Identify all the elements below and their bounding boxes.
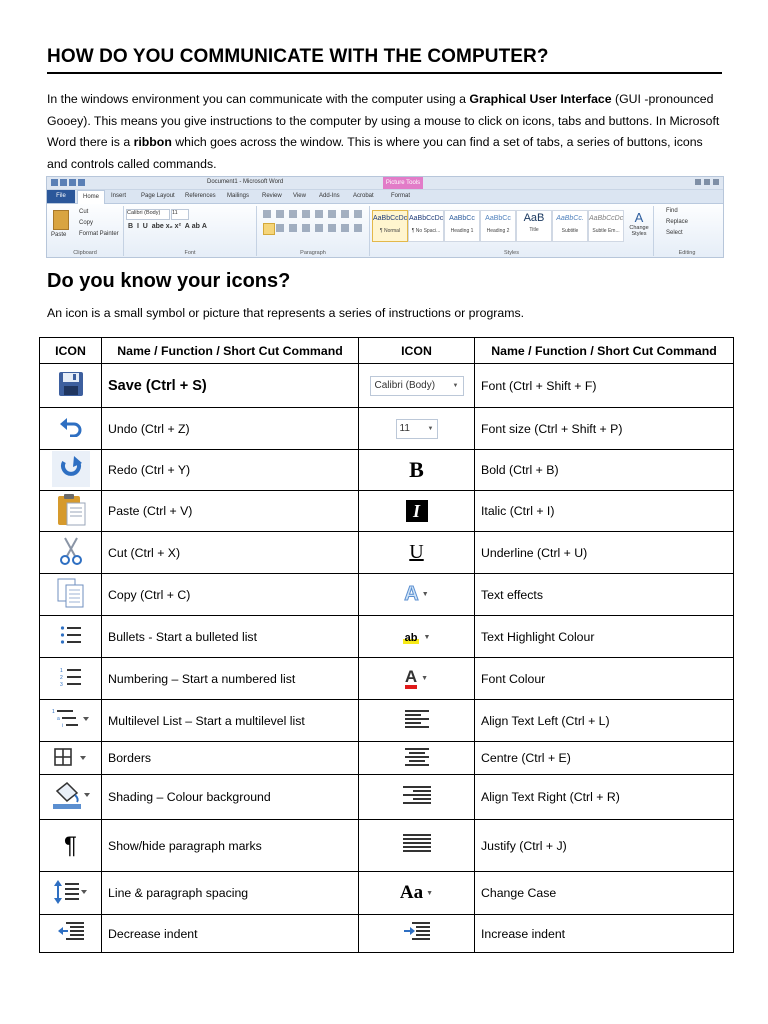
tab-add-ins: Add-Ins — [319, 193, 340, 199]
table-cell: Save (Ctrl + S) — [102, 364, 359, 408]
paste-icon — [55, 493, 87, 527]
header-icon-2: ICON — [359, 338, 475, 364]
svg-text:1: 1 — [59, 668, 63, 674]
italic-icon: I — [406, 500, 428, 522]
tab-format: Format — [391, 193, 411, 199]
table-row — [40, 742, 734, 775]
ribbon-group-editing: Find Replace Select Editing — [666, 208, 696, 256]
table-row — [40, 364, 734, 408]
document-title: Document1 - Microsoft Word — [207, 179, 284, 185]
pilcrow-icon: ¶ — [64, 831, 77, 859]
table-row — [40, 915, 734, 953]
ribbon-tabs — [47, 190, 723, 204]
shading-icon — [51, 781, 91, 811]
table-cell: Show/hide paragraph marks — [102, 820, 359, 872]
font-box-icon: Calibri (Body) ▼ — [370, 376, 464, 396]
table-cell: Redo (Ctrl + Y) — [102, 450, 359, 491]
table-cell: Align Text Right (Ctrl + R) — [475, 775, 734, 820]
word-ribbon-image — [46, 176, 724, 258]
align-right-icon — [403, 785, 431, 807]
table-cell: Line & paragraph spacing — [102, 872, 359, 915]
table-cell: Centre (Ctrl + E) — [475, 742, 734, 775]
window-controls — [692, 179, 719, 187]
underline-icon: U — [409, 541, 424, 563]
tab-page-layout: Page Layout — [141, 193, 175, 199]
tab-references: References — [185, 193, 216, 199]
table-cell: Text effects — [475, 574, 734, 616]
table-cell: Cut (Ctrl + X) — [102, 532, 359, 574]
table-row — [40, 775, 734, 820]
numbering-icon — [60, 667, 82, 687]
table-row — [40, 450, 734, 491]
picture-tools-label: Picture Tools — [383, 177, 423, 189]
borders-icon — [54, 748, 88, 766]
table-cell: Font (Ctrl + Shift + F) — [475, 364, 734, 408]
svg-text:i: i — [61, 723, 63, 729]
bold-icon: B — [409, 457, 424, 482]
bullets-icon — [60, 626, 82, 644]
table-cell: Italic (Ctrl + I) — [475, 491, 734, 532]
ribbon-body — [47, 204, 723, 258]
table-row — [40, 872, 734, 915]
table-cell: Font size (Ctrl + Shift + P) — [475, 408, 734, 450]
increase-indent-icon — [404, 921, 430, 943]
table-cell: Borders — [102, 742, 359, 775]
justify-icon — [403, 833, 431, 855]
tab-review: Review — [262, 193, 282, 199]
header-name-2: Name / Function / Short Cut Command — [475, 338, 734, 364]
table-cell: Increase indent — [475, 915, 734, 953]
table-row — [40, 700, 734, 742]
redo-icon — [52, 451, 90, 487]
table-cell: Text Highlight Colour — [475, 616, 734, 658]
tab-home: Home — [77, 190, 105, 204]
table-header-row — [40, 338, 734, 364]
multilevel-list-icon — [52, 708, 90, 730]
section-heading: Do you know your icons? — [47, 270, 291, 292]
table-row — [40, 491, 734, 532]
line-spacing-icon — [54, 880, 88, 904]
table-cell: Align Text Left (Ctrl + L) — [475, 700, 734, 742]
table-cell: Numbering – Start a numbered list — [102, 658, 359, 700]
table-cell: Multilevel List – Start a multilevel list — [102, 700, 359, 742]
svg-text:2: 2 — [59, 675, 63, 681]
table-row — [40, 574, 734, 616]
change-case-icon: Aa ▼ — [399, 882, 434, 903]
ribbon-titlebar — [47, 177, 723, 190]
table-cell: Underline (Ctrl + U) — [475, 532, 734, 574]
table-row — [40, 408, 734, 450]
header-icon: ICON — [40, 338, 102, 364]
quick-access-icons — [51, 179, 91, 187]
paste-icon — [53, 210, 69, 230]
icon-definition: An icon is a small symbol or picture that represents a series of instructions or programs. — [47, 306, 525, 320]
tab-view: View — [293, 193, 306, 199]
font-colour-icon: A ▼ — [405, 669, 428, 689]
table-row — [40, 532, 734, 574]
ribbon-group-font: Calibri (Body) 11 B I U abe x₂ x² A ab A Font — [124, 206, 257, 256]
table-cell: Shading – Colour background — [102, 775, 359, 820]
svg-text:1: 1 — [51, 709, 55, 715]
font-size-box-icon: 11 ▼ — [396, 419, 438, 439]
table-row — [40, 820, 734, 872]
table-cell: Justify (Ctrl + J) — [475, 820, 734, 872]
ribbon-group-paragraph: Paragraph — [257, 206, 370, 256]
table-cell: Bold (Ctrl + B) — [475, 450, 734, 491]
ribbon-group-clipboard: Paste Cut Copy Format Painter Clipboard — [47, 206, 124, 256]
tab-file: File — [47, 190, 75, 203]
tab-mailings: Mailings — [227, 193, 250, 199]
table-row — [40, 658, 734, 700]
table-cell: Copy (Ctrl + C) — [102, 574, 359, 616]
icons-table — [39, 337, 734, 953]
align-left-icon — [405, 709, 429, 729]
table-cell: Font Colour — [475, 658, 734, 700]
highlight-icon: ab ▼ — [404, 631, 431, 644]
tab-insert: Insert — [111, 193, 127, 199]
save-icon — [58, 371, 84, 397]
cut-icon — [58, 536, 84, 566]
change-styles-button: A Change Styles — [629, 210, 649, 237]
copy-icon — [56, 577, 86, 609]
table-row — [40, 616, 734, 658]
table-cell: Change Case — [475, 872, 734, 915]
intro-paragraph: In the windows environment you can communicate with the computer using a Graphical User Interface (GUI -pronounced Gooey). This means you give instructions to the computer by using a mouse to click on icons, tabs and buttons. In Microsoft Word there is a ribbon which goes across the window. This is where you can find a set of tabs, a series of buttons, icons and controls called commands. — [47, 92, 720, 171]
ribbon-group-styles: AaBbCcDc ¶ Normal AaBbCcDc ¶ No Spaci... AaBbCc Heading 1 AaBbCc Heading 2 AaB Title AaBbCc. Subtitle AaBbCcDc Subtle Em... A Change Styles Styles — [370, 206, 654, 256]
undo-icon — [59, 417, 83, 437]
align-centre-icon — [405, 747, 429, 767]
table-cell: Undo (Ctrl + Z) — [102, 408, 359, 450]
text-effects-icon: A ▼ — [404, 583, 429, 605]
tab-acrobat: Acrobat — [353, 193, 374, 199]
table-cell: Bullets - Start a bulleted list — [102, 616, 359, 658]
page-title: HOW DO YOU COMMUNICATE WITH THE COMPUTER? — [47, 46, 722, 74]
table-cell: Paste (Ctrl + V) — [102, 491, 359, 532]
table-cell: Decrease indent — [102, 915, 359, 953]
decrease-indent-icon — [58, 921, 84, 943]
svg-text:a: a — [56, 716, 60, 722]
header-name: Name / Function / Short Cut Command — [102, 338, 359, 364]
svg-text:3: 3 — [59, 682, 63, 687]
